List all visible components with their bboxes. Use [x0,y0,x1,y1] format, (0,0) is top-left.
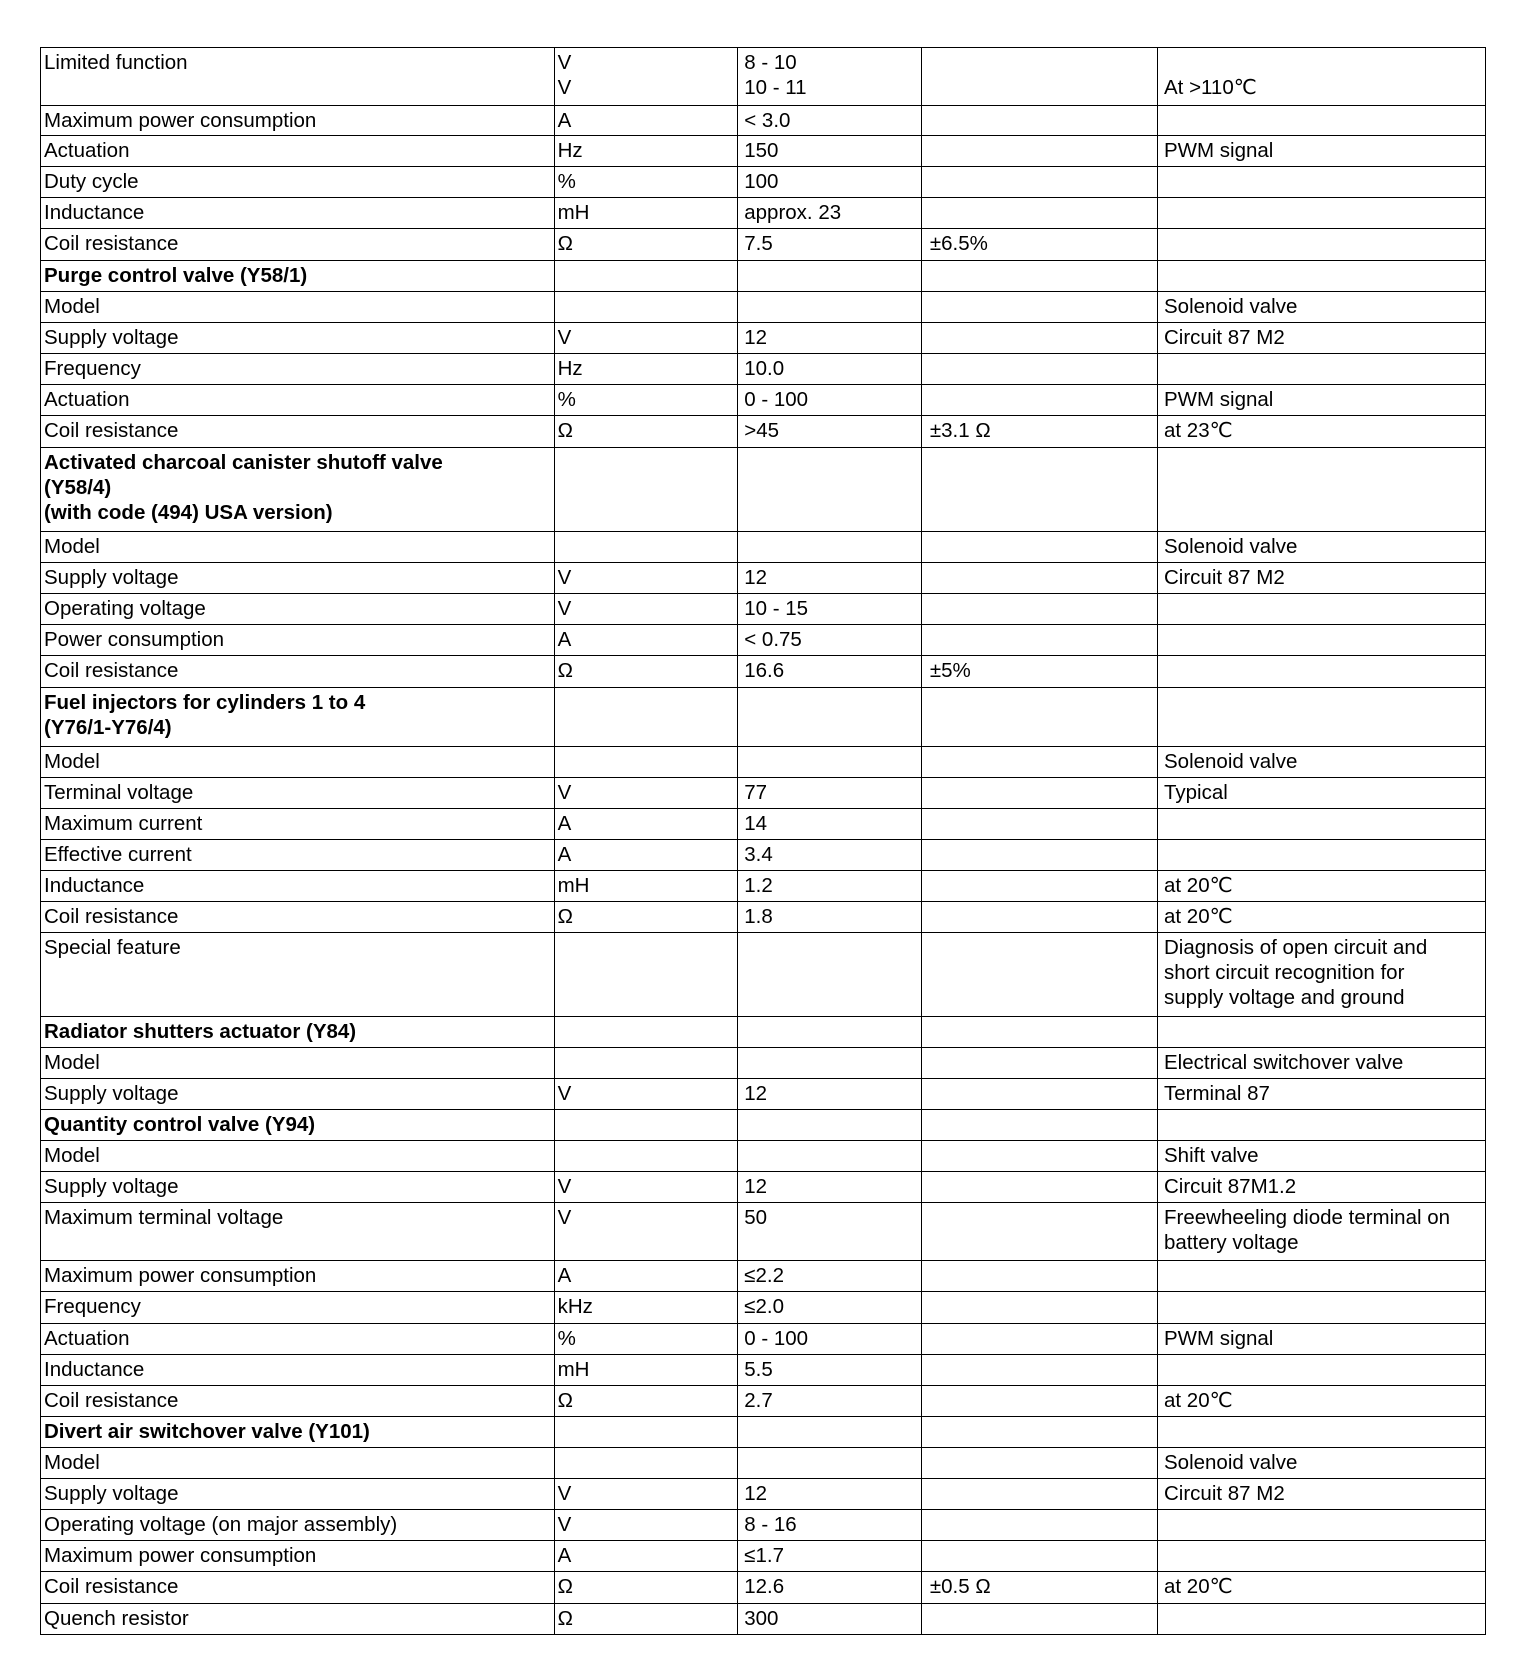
unit-cell [554,532,738,563]
tolerance-cell [921,292,1157,323]
value-cell: approx. 23 [738,198,922,229]
value-cell: 0 - 100 [738,1324,922,1355]
tolerance-cell [921,1604,1157,1635]
tolerance-cell [921,1261,1157,1292]
remark-cell [1158,1110,1486,1141]
tolerance-cell [921,198,1157,229]
unit-cell [554,933,738,1017]
remark-cell [1158,594,1486,625]
unit-cell: kHz [554,1292,738,1324]
tolerance-cell [921,167,1157,198]
parameter-cell: Coil resistance [41,416,555,448]
unit-cell [554,1048,738,1079]
value-cell: 12 [738,1079,922,1110]
value-cell: 1.8 [738,902,922,933]
parameter-cell: Maximum power consumption [41,1541,555,1572]
remark-cell [1158,1261,1486,1292]
remark-cell: Solenoid valve [1158,747,1486,778]
remark-cell: PWM signal [1158,1324,1486,1355]
remark-cell: at 20℃ [1158,902,1486,933]
tolerance-cell [921,448,1157,532]
value-cell: 300 [738,1604,922,1635]
tolerance-cell [921,594,1157,625]
spec-row [41,1203,1486,1261]
tolerance-cell [921,1355,1157,1386]
value-cell: 8 - 10 10 - 11 [738,48,922,106]
remark-cell [1158,1541,1486,1572]
spec-row [41,1448,1486,1479]
spec-row [41,1261,1486,1292]
remark-cell [1158,229,1486,261]
parameter-cell: Frequency [41,1292,555,1324]
remark-cell [1158,448,1486,532]
spec-row [41,532,1486,563]
value-cell: 7.5 [738,229,922,261]
parameter-cell: Inductance [41,198,555,229]
section-heading-row [41,261,1486,292]
value-cell [738,1048,922,1079]
tolerance-cell: ±3.1 Ω [921,416,1157,448]
parameter-cell: Model [41,747,555,778]
unit-cell: V [554,1203,738,1261]
tolerance-cell [921,1017,1157,1048]
spec-row [41,292,1486,323]
tolerance-cell [921,1048,1157,1079]
value-cell: 150 [738,136,922,167]
spec-row [41,323,1486,354]
unit-cell: mH [554,871,738,902]
tolerance-cell [921,385,1157,416]
value-cell: 2.7 [738,1386,922,1417]
unit-cell: V [554,1172,738,1203]
spec-row [41,563,1486,594]
tolerance-cell [921,323,1157,354]
unit-cell: V [554,1079,738,1110]
spec-row [41,933,1486,1017]
spec-row [41,656,1486,688]
section-heading-row [41,688,1486,747]
tolerance-cell [921,563,1157,594]
remark-cell [1158,1604,1486,1635]
value-cell: 0 - 100 [738,385,922,416]
spec-row [41,1572,1486,1604]
unit-cell: A [554,840,738,871]
remark-cell [1158,1017,1486,1048]
remark-cell: at 20℃ [1158,1572,1486,1604]
remark-cell: at 20℃ [1158,871,1486,902]
parameter-cell: Coil resistance [41,902,555,933]
spec-row [41,871,1486,902]
value-cell [738,1017,922,1048]
parameter-cell: Maximum power consumption [41,106,555,136]
remark-cell: at 20℃ [1158,1386,1486,1417]
value-cell: 12 [738,563,922,594]
unit-cell: Ω [554,902,738,933]
value-cell: ≤2.2 [738,1261,922,1292]
value-cell: 10.0 [738,354,922,385]
unit-cell: A [554,625,738,656]
tolerance-cell [921,871,1157,902]
section-title: Divert air switchover valve (Y101) [41,1417,555,1448]
unit-cell: A [554,1541,738,1572]
remark-cell [1158,198,1486,229]
parameter-cell: Model [41,292,555,323]
spec-row [41,385,1486,416]
tolerance-cell: ±0.5 Ω [921,1572,1157,1604]
tolerance-cell [921,532,1157,563]
section-heading-row [41,1017,1486,1048]
unit-cell [554,261,738,292]
unit-cell [554,448,738,532]
unit-cell [554,1417,738,1448]
unit-cell: % [554,167,738,198]
spec-row [41,106,1486,136]
unit-cell: Ω [554,416,738,448]
remark-cell: Solenoid valve [1158,1448,1486,1479]
spec-row [41,840,1486,871]
parameter-cell: Supply voltage [41,563,555,594]
section-heading-row [41,1110,1486,1141]
parameter-cell: Power consumption [41,625,555,656]
remark-cell: Typical [1158,778,1486,809]
spec-row [41,1541,1486,1572]
parameter-cell: Actuation [41,385,555,416]
tolerance-cell [921,1324,1157,1355]
parameter-cell: Operating voltage [41,594,555,625]
remark-cell [1158,354,1486,385]
remark-cell: Circuit 87M1.2 [1158,1172,1486,1203]
tolerance-cell [921,1479,1157,1510]
parameter-cell: Maximum terminal voltage [41,1203,555,1261]
section-title: Purge control valve (Y58/1) [41,261,555,292]
remark-cell: Circuit 87 M2 [1158,563,1486,594]
tolerance-cell [921,1079,1157,1110]
tolerance-cell [921,1541,1157,1572]
unit-cell: Hz [554,136,738,167]
unit-cell: A [554,1261,738,1292]
section-title: Quantity control valve (Y94) [41,1110,555,1141]
value-cell: 12.6 [738,1572,922,1604]
unit-cell: V [554,323,738,354]
spec-row [41,198,1486,229]
tolerance-cell [921,625,1157,656]
spec-row [41,229,1486,261]
tolerance-cell [921,1172,1157,1203]
remark-cell: Circuit 87 M2 [1158,323,1486,354]
remark-cell: PWM signal [1158,385,1486,416]
value-cell [738,1417,922,1448]
remark-cell [1158,656,1486,688]
value-cell: 14 [738,809,922,840]
spec-row [41,1479,1486,1510]
parameter-cell: Model [41,1141,555,1172]
value-cell: 12 [738,1172,922,1203]
remark-cell: Solenoid valve [1158,292,1486,323]
tolerance-cell [921,1417,1157,1448]
remark-cell: Terminal 87 [1158,1079,1486,1110]
spec-table-body [41,48,1486,1635]
value-cell [738,1110,922,1141]
spec-row [41,1141,1486,1172]
parameter-cell: Model [41,532,555,563]
tolerance-cell [921,778,1157,809]
section-heading-row [41,448,1486,532]
spec-row [41,1172,1486,1203]
remark-cell: PWM signal [1158,136,1486,167]
tolerance-cell [921,1141,1157,1172]
parameter-cell: Maximum power consumption [41,1261,555,1292]
unit-cell: Ω [554,1386,738,1417]
value-cell [738,747,922,778]
tolerance-cell [921,1203,1157,1261]
parameter-cell: Actuation [41,1324,555,1355]
spec-row [41,902,1486,933]
tolerance-cell [921,354,1157,385]
parameter-cell: Supply voltage [41,1079,555,1110]
unit-cell: Hz [554,354,738,385]
spec-row [41,1355,1486,1386]
value-cell [738,933,922,1017]
unit-cell: A [554,106,738,136]
spec-row [41,1386,1486,1417]
section-title: Fuel injectors for cylinders 1 to 4 (Y76/1-Y76/4) [41,688,555,747]
remark-cell [1158,1417,1486,1448]
spec-row [41,747,1486,778]
spec-row [41,167,1486,198]
tolerance-cell [921,1386,1157,1417]
tolerance-cell [921,136,1157,167]
parameter-cell: Special feature [41,933,555,1017]
unit-cell [554,1141,738,1172]
value-cell: 100 [738,167,922,198]
section-title: Activated charcoal canister shutoff valve (Y58/4) (with code (494) USA version) [41,448,555,532]
value-cell [738,448,922,532]
value-cell [738,292,922,323]
parameter-cell: Actuation [41,136,555,167]
unit-cell: mH [554,1355,738,1386]
value-cell: 12 [738,1479,922,1510]
value-cell: 12 [738,323,922,354]
unit-cell [554,1448,738,1479]
tolerance-cell [921,1448,1157,1479]
unit-cell [554,688,738,747]
tolerance-cell [921,933,1157,1017]
remark-cell [1158,1292,1486,1324]
value-cell [738,532,922,563]
parameter-cell: Frequency [41,354,555,385]
remark-cell [1158,261,1486,292]
value-cell [738,688,922,747]
unit-cell: V [554,778,738,809]
remark-cell [1158,625,1486,656]
spec-row [41,778,1486,809]
value-cell: ≤2.0 [738,1292,922,1324]
tolerance-cell [921,902,1157,933]
remark-cell [1158,809,1486,840]
parameter-cell: Coil resistance [41,656,555,688]
spec-row [41,594,1486,625]
unit-cell [554,1017,738,1048]
tolerance-cell [921,747,1157,778]
tolerance-cell [921,809,1157,840]
tolerance-cell [921,1110,1157,1141]
parameter-cell: Inductance [41,871,555,902]
value-cell [738,1448,922,1479]
unit-cell: V V [554,48,738,106]
unit-cell: Ω [554,1604,738,1635]
unit-cell: Ω [554,656,738,688]
unit-cell: Ω [554,229,738,261]
value-cell: 10 - 15 [738,594,922,625]
parameter-cell: Coil resistance [41,1572,555,1604]
remark-cell [1158,1510,1486,1541]
remark-cell [1158,688,1486,747]
value-cell: 16.6 [738,656,922,688]
value-cell [738,1141,922,1172]
tolerance-cell [921,1510,1157,1541]
parameter-cell: Supply voltage [41,323,555,354]
remark-cell: at 23℃ [1158,416,1486,448]
parameter-cell: Supply voltage [41,1172,555,1203]
spec-row [41,1292,1486,1324]
value-cell: 8 - 16 [738,1510,922,1541]
tolerance-cell [921,1292,1157,1324]
parameter-cell: Model [41,1048,555,1079]
spec-row [41,625,1486,656]
parameter-cell: Model [41,1448,555,1479]
spec-row [41,48,1486,106]
unit-cell: % [554,1324,738,1355]
tolerance-cell: ±6.5% [921,229,1157,261]
parameter-cell: Maximum current [41,809,555,840]
unit-cell: A [554,809,738,840]
tolerance-cell [921,106,1157,136]
parameter-cell: Terminal voltage [41,778,555,809]
value-cell: 5.5 [738,1355,922,1386]
remark-cell [1158,106,1486,136]
parameter-cell: Effective current [41,840,555,871]
unit-cell [554,1110,738,1141]
value-cell: >45 [738,416,922,448]
parameter-cell: Duty cycle [41,167,555,198]
spec-row [41,354,1486,385]
unit-cell [554,747,738,778]
spec-row [41,416,1486,448]
spec-table [40,47,1486,1635]
value-cell: 1.2 [738,871,922,902]
spec-row [41,1079,1486,1110]
unit-cell [554,292,738,323]
remark-cell: At >110℃ [1158,48,1486,106]
tolerance-cell [921,261,1157,292]
spec-row [41,1604,1486,1635]
parameter-cell: Operating voltage (on major assembly) [41,1510,555,1541]
spec-row [41,136,1486,167]
spec-row [41,809,1486,840]
parameter-cell: Supply voltage [41,1479,555,1510]
value-cell: < 0.75 [738,625,922,656]
unit-cell: mH [554,198,738,229]
unit-cell: Ω [554,1572,738,1604]
parameter-cell: Limited function [41,48,555,106]
tolerance-cell [921,48,1157,106]
value-cell: 50 [738,1203,922,1261]
unit-cell: V [554,1479,738,1510]
tolerance-cell [921,688,1157,747]
value-cell: < 3.0 [738,106,922,136]
remark-cell: Diagnosis of open circuit and short circuit recognition for supply voltage and ground [1158,933,1486,1017]
tolerance-cell [921,840,1157,871]
parameter-cell: Inductance [41,1355,555,1386]
remark-cell [1158,167,1486,198]
value-cell: 3.4 [738,840,922,871]
spec-row [41,1324,1486,1355]
section-heading-row [41,1417,1486,1448]
remark-cell: Electrical switchover valve [1158,1048,1486,1079]
unit-cell: V [554,563,738,594]
remark-cell: Freewheeling diode terminal on battery voltage [1158,1203,1486,1261]
parameter-cell: Quench resistor [41,1604,555,1635]
unit-cell: % [554,385,738,416]
parameter-cell: Coil resistance [41,1386,555,1417]
remark-cell: Circuit 87 M2 [1158,1479,1486,1510]
value-cell [738,261,922,292]
tolerance-cell: ±5% [921,656,1157,688]
remark-cell [1158,1355,1486,1386]
spec-row [41,1048,1486,1079]
remark-cell: Solenoid valve [1158,532,1486,563]
remark-cell [1158,840,1486,871]
parameter-cell: Coil resistance [41,229,555,261]
value-cell: ≤1.7 [738,1541,922,1572]
remark-cell: Shift valve [1158,1141,1486,1172]
unit-cell: V [554,1510,738,1541]
spec-row [41,1510,1486,1541]
value-cell: 77 [738,778,922,809]
section-title: Radiator shutters actuator (Y84) [41,1017,555,1048]
unit-cell: V [554,594,738,625]
